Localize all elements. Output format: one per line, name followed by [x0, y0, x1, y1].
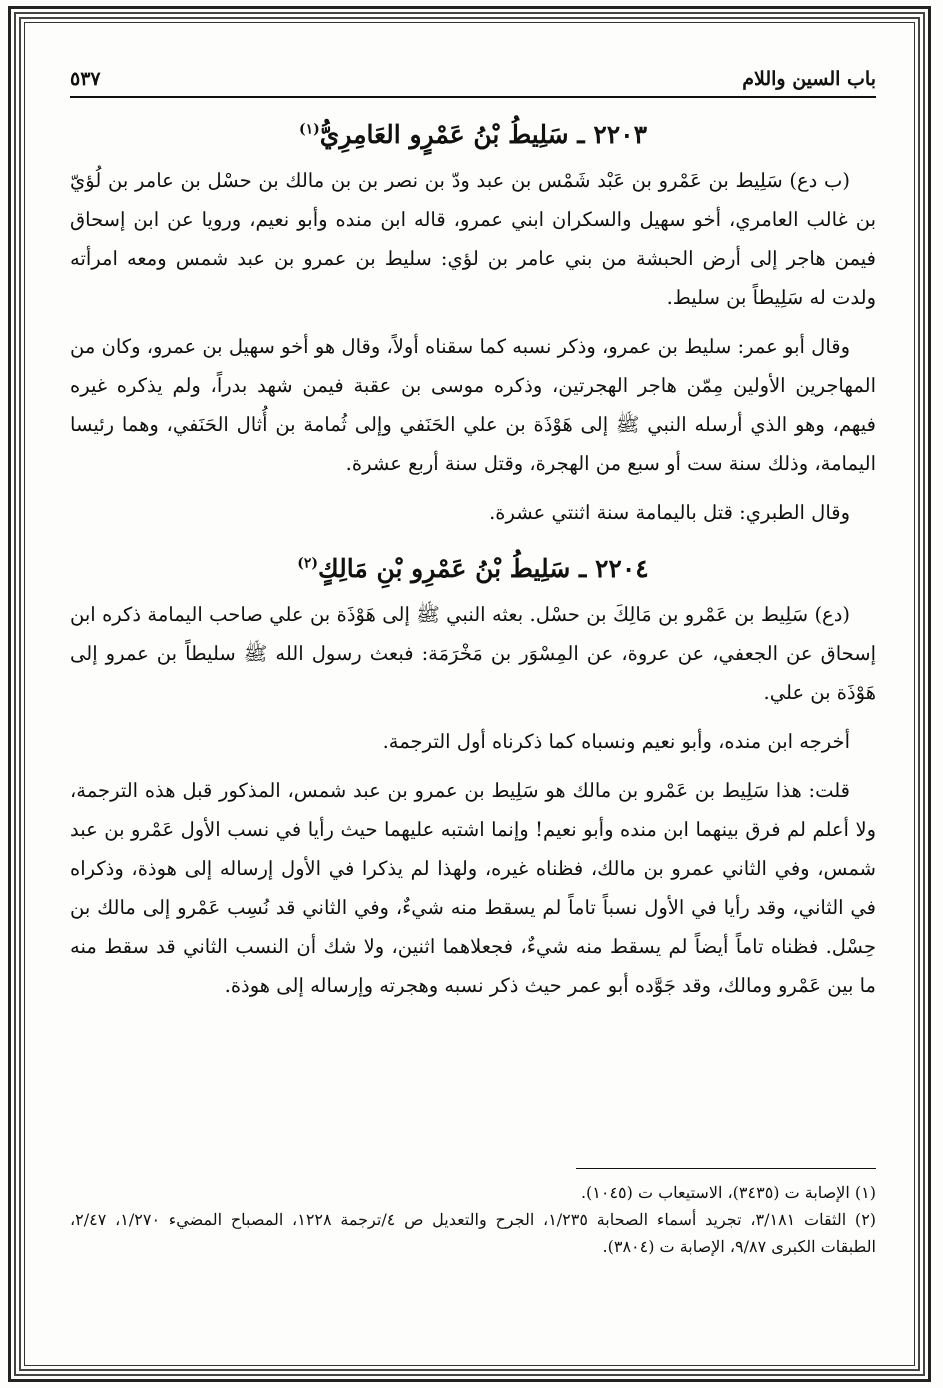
paragraph: (ب دع) سَلِيط بن عَمْرو بن عَبْد شَمْس بن عبد ودّ بن نصر بن بن مالك بن حسْل بن عامر بن لُؤيّ بن غالب العامري، أخو سهيل والسكران ابني عمرو، قاله ابن منده وأبو نعيم، ورويا عن ابن إسحاق فيمن هاجر إلى أرض الحبشة من بني عامر بن لؤي: سليط بن عمرو بن عبد شمس ومعه امرأته ولدت له سَلِيطاً بن سليط.	[70, 169, 876, 309]
page-number: ٥٣٧	[70, 68, 101, 90]
footnote-ref: (٢)	[297, 555, 319, 572]
entry-title-2203	[70, 120, 876, 149]
footnote-rule	[576, 1168, 876, 1169]
paragraph: قلت: هذا سَلِيط بن عَمْرو بن مالك هو سَلِيط بن عمرو بن عبد شمس، المذكور قبل هذه الترجمة، ولا أعلم لم فرق بينهما ابن منده وأبو نعيم! وإنما اشتبه عليهما حيث رأيا في نسب الأول عَمْرو بن عبد شمس، وفي الثاني عمرو بن مالك، فظناه غيره، ولهذا لم يذكرا في الأول إرساله إلى هوذة، وذكراه في الثاني، وقد رأيا في الأول نسباً تاماً لم يسقط منه شيءٌ، وفي الثاني قد نُسِب عَمْرو إلى مالك بن حِسْل. فظناه تاماً أيضاً لم يسقط منه شيءٌ، فجعلاهما اثنين، ولا شك أن النسب الثاني قد سقط منه ما بين عَمْرو ومالك، وقد جَوَّده أبو عمر حيث ذكر نسبه وهجرته وإرساله إلى هوذة.	[70, 779, 876, 997]
footnotes	[70, 1168, 876, 1260]
entry-title-2204	[70, 554, 876, 583]
book-page	[70, 64, 876, 1304]
running-title: باب السين واللام	[742, 68, 876, 90]
paragraph: أخرجه ابن منده، وأبو نعيم ونسباه كما ذكرناه أول الترجمة.	[382, 730, 850, 753]
footnote: (١) الإصابة ت (٣٤٣٥)، الاستيعاب ت (١٠٤٥).	[580, 1183, 876, 1202]
footnote-ref: (١)	[298, 121, 320, 138]
paragraph: وقال الطبري: قتل باليمامة سنة اثنتي عشرة.	[489, 501, 850, 524]
entry-title-text: ٢٢٠٣ ـ سَلِيطُ بْنُ عَمْرٍو العَامِرِيُّ	[319, 120, 648, 149]
running-header	[70, 64, 876, 98]
entry-title-text: ٢٢٠٤ ـ سَلِيطُ بْنُ عَمْرِو بْنِ مَالِكٍ	[318, 554, 649, 583]
paragraph: (دع) سَلِيط بن عَمْرو بن مَالِكَ بن حسْل. بعثه النبي ﷺ إلى هَوْذَة بن علي صاحب اليمامة ذكره ابن إسحاق عن الجعفي، عن عروة، عن المِسْوَر بن مَخْرَمَة: فبعث رسول الله ﷺ سليطاً بن عمرو إلى هَوْذَة بن علي.	[70, 603, 876, 704]
footnote: (٢) الثقات ٣/١٨١، تجريد أسماء الصحابة ١/٢٣٥، الجرح والتعديل ص ٤/ترجمة ١٢٢٨، المصباح المضيء ١/٢٧٠، ٢/٤٧، الطبقات الكبرى ٩/٨٧، الإصابة ت (٣٨٠٤).	[70, 1210, 877, 1256]
paragraph: وقال أبو عمر: سليط بن عمرو، وذكر نسبه كما سقناه أولاً، وقال هو أخو سهيل بن عمرو، وكان من المهاجرين الأولين مِمّن هاجر الهجرتين، وذكره موسى بن عقبة فيمن شهد بدراً، ولم يذكره غيره فيهم، وهو الذي أرسله النبي ﷺ إلى هَوْذَة بن علي الحَنَفي وإلى ثُمامة بن أُثال الحَنَفي، وهما رئيسا اليمامة، وذلك سنة ست أو سبع من الهجرة، وقتل سنة أربع عشرة.	[70, 335, 876, 475]
